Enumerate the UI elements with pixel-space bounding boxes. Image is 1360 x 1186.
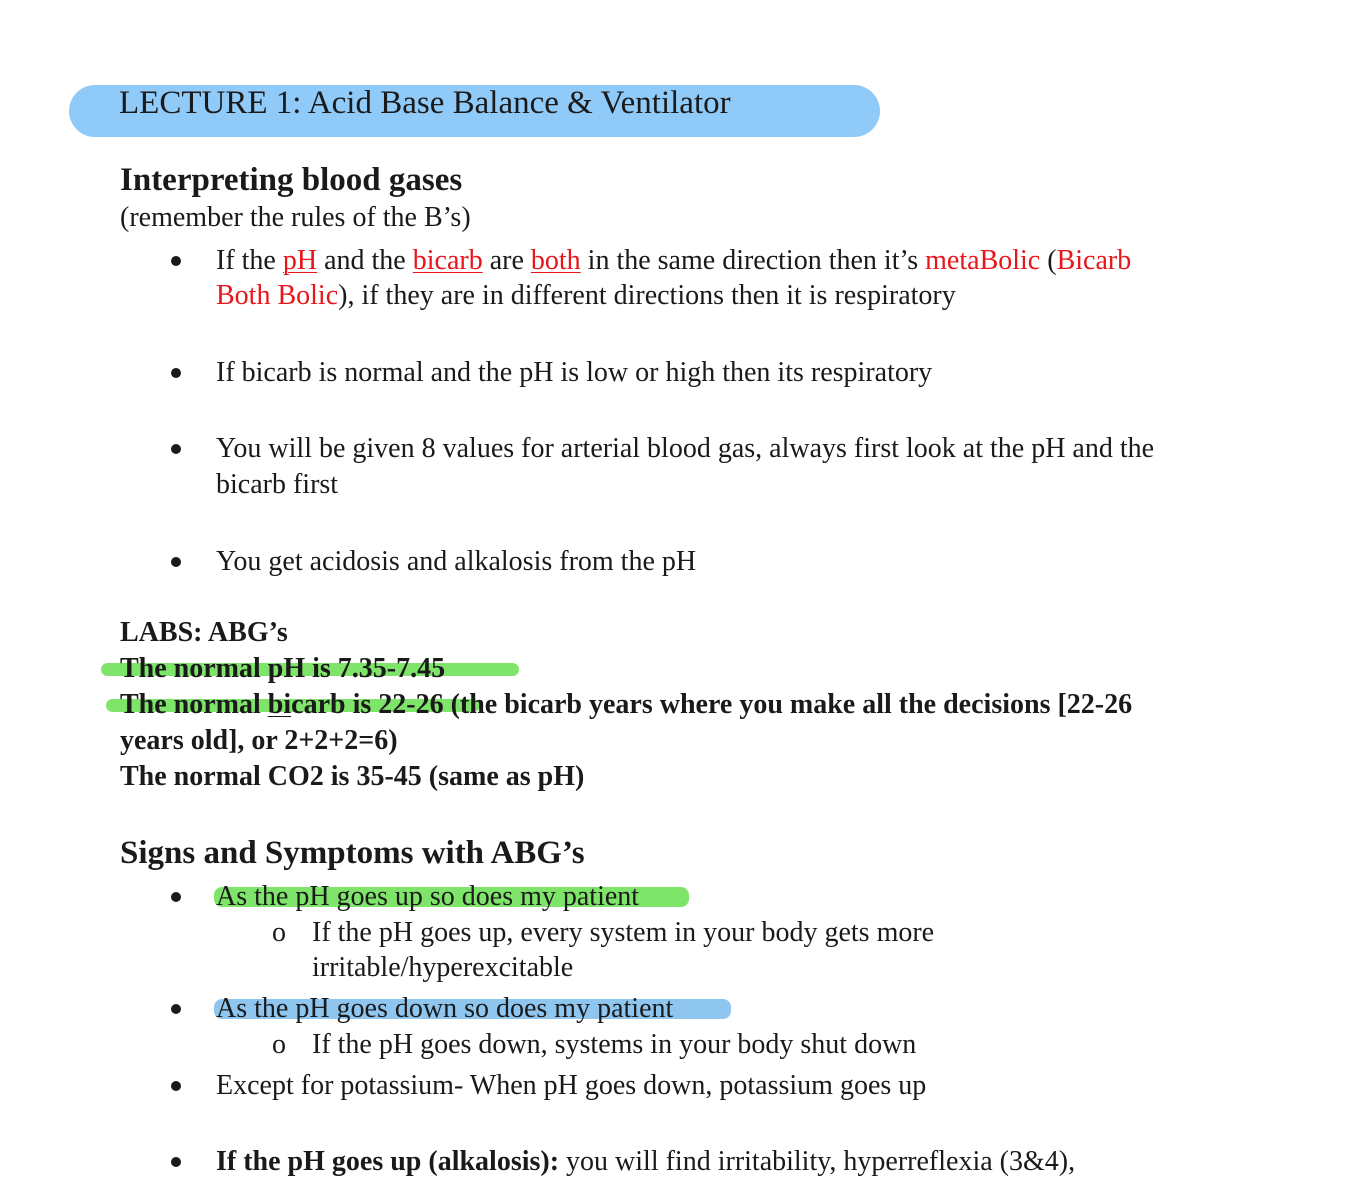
list-item-potassium: Except for potassium- When pH goes down, potassium goes up [216, 1070, 927, 1101]
list-item-eight-values: You will be given 8 values for arterial blood gas, always first look at the pH and the [216, 433, 1155, 464]
sub-item-ph-up-cont: irritable/hyperexcitable [312, 952, 574, 983]
list-item-eight-values-cont: bicarb first [216, 469, 339, 500]
labs-bicarb-note-cont: years old], or 2+2+2=6) [120, 725, 398, 756]
section-heading-interpreting: Interpreting blood gases [120, 162, 463, 198]
bullet-icon [171, 557, 181, 567]
list-item-alkalosis: If the pH goes up (alkalosis): you will find irritability, hyperreflexia (3&4), [216, 1146, 1076, 1177]
labs-ph-normal: The normal pH is 7.35-7.45 [120, 653, 446, 684]
list-item-ph-up: As the pH goes up so does my patient [216, 881, 640, 912]
labs-title: LABS: ABG’s [120, 617, 288, 648]
list-item-bicarb-rule: If the pH and the bicarb are both in the same direction then it’s metaBolic (Bicarb [216, 245, 1132, 276]
bullet-icon [171, 444, 181, 454]
lecture-title: LECTURE 1: Acid Base Balance & Ventilator [119, 85, 731, 121]
lecture-title-banner [69, 85, 880, 137]
sub-bullet-marker: o [272, 1029, 286, 1060]
sub-bullet-marker: o [272, 917, 286, 948]
bullet-icon [171, 1157, 181, 1167]
list-item-bicarb-normal: If bicarb is normal and the pH is low or high then its respiratory [216, 357, 933, 388]
list-item-acidosis: You get acidosis and alkalosis from the pH [216, 546, 697, 577]
bullet-icon [171, 368, 181, 378]
list-item-bicarb-rule-cont: Both Bolic), if they are in different directions then it is respiratory [216, 280, 956, 311]
sub-item-ph-down: If the pH goes down, systems in your body shut down [312, 1029, 917, 1060]
labs-co2-normal: The normal CO2 is 35-45 (same as pH) [120, 761, 585, 792]
section-subheading: (remember the rules of the B’s) [120, 202, 471, 233]
section-heading-signs: Signs and Symptoms with ABG’s [120, 835, 585, 871]
list-item-ph-down: As the pH goes down so does my patient [216, 993, 674, 1024]
bullet-icon [171, 1004, 181, 1014]
bullet-icon [171, 256, 181, 266]
bullet-icon [171, 892, 181, 902]
bullet-icon [171, 1081, 181, 1091]
labs-bicarb-normal: The normal bicarb is 22-26 (the bicarb years where you make all the decisions [22-26 [120, 689, 1133, 720]
sub-item-ph-up: If the pH goes up, every system in your body gets more [312, 917, 935, 948]
